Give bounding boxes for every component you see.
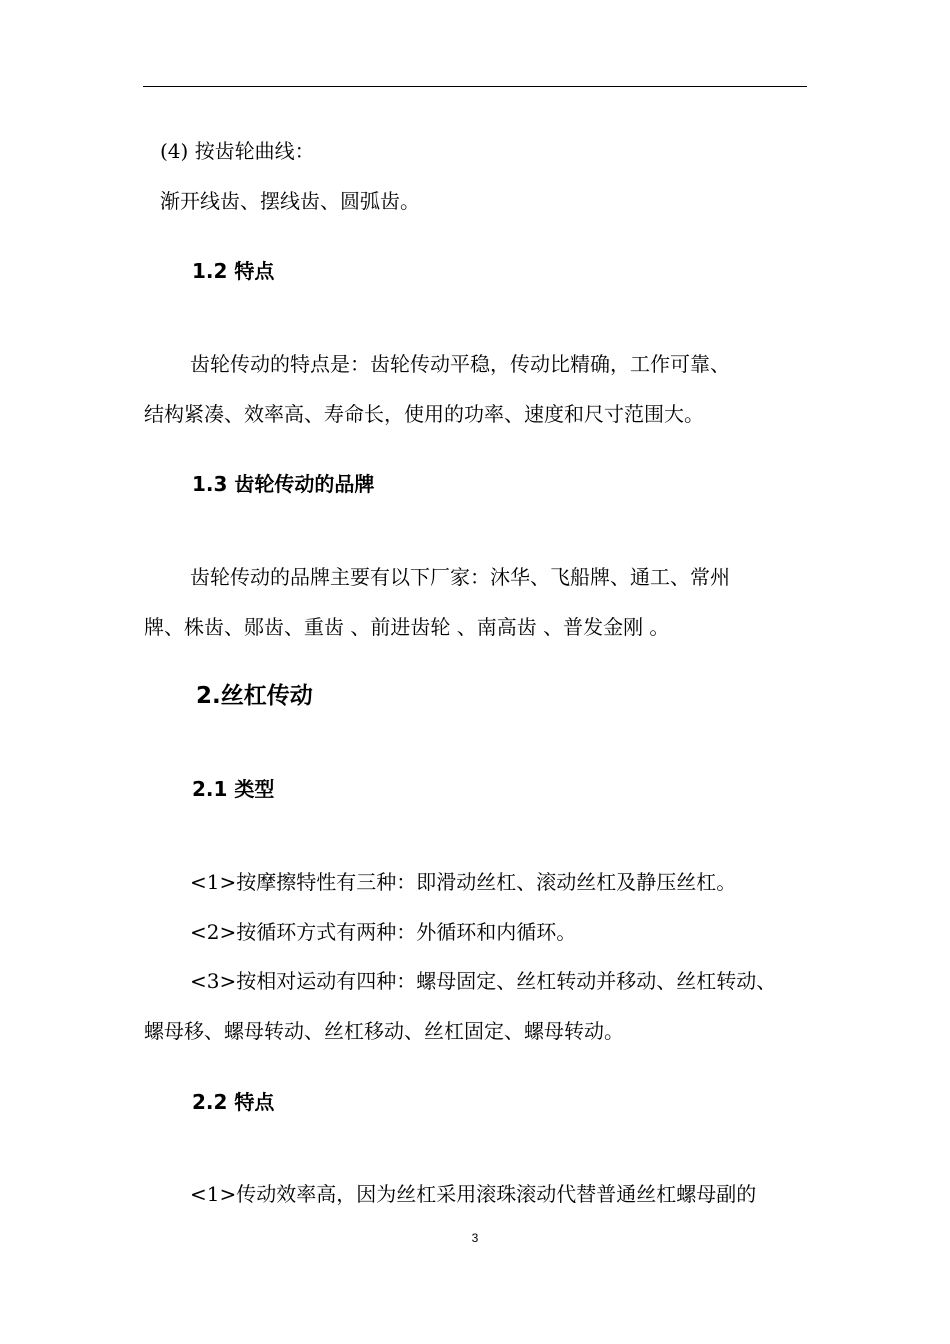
list-item-4-title: (4) 按齿轮曲线： (160, 139, 315, 163)
header-rule (143, 86, 807, 87)
paragraph-2-1-item-3-line-2: 螺母移、螺母转动、丝杠移动、丝杠固定、螺母转动。 (144, 1019, 624, 1043)
paragraph-2-2-item-1: <1>传动效率高，因为丝杠采用滚珠滚动代替普通丝杠螺母副的 (190, 1182, 757, 1206)
section-heading-2-2: 2.2 特点 (192, 1090, 275, 1114)
paragraph-1-3-line-1: 齿轮传动的品牌主要有以下厂家：沐华、飞船牌、通工、常州 (190, 565, 730, 589)
section-heading-2-1: 2.1 类型 (192, 777, 275, 801)
paragraph-2-1-item-2: <2>按循环方式有两种：外循环和内循环。 (190, 920, 577, 944)
page-number: 3 (471, 1231, 479, 1245)
paragraph-2-1-item-1: <1>按摩擦特性有三种：即滑动丝杠、滚动丝杠及静压丝杠。 (190, 870, 737, 894)
paragraph-1-2-line-1: 齿轮传动的特点是：齿轮传动平稳，传动比精确，工作可靠、 (190, 352, 730, 376)
list-item-4-body: 渐开线齿、摆线齿、圆弧齿。 (160, 189, 420, 213)
paragraph-1-3-line-2: 牌、株齿、郧齿、重齿 、前进齿轮 、南高齿 、普发金刚 。 (144, 615, 670, 639)
paragraph-2-1-item-3-line-1: <3>按相对运动有四种：螺母固定、丝杠转动并移动、丝杠转动、 (190, 969, 777, 993)
section-heading-1-2: 1.2 特点 (192, 259, 275, 283)
chapter-heading-2: 2.丝杠传动 (196, 683, 313, 709)
section-heading-1-3: 1.3 齿轮传动的品牌 (192, 472, 375, 496)
paragraph-1-2-line-2: 结构紧凑、效率高、寿命长，使用的功率、速度和尺寸范围大。 (144, 402, 704, 426)
